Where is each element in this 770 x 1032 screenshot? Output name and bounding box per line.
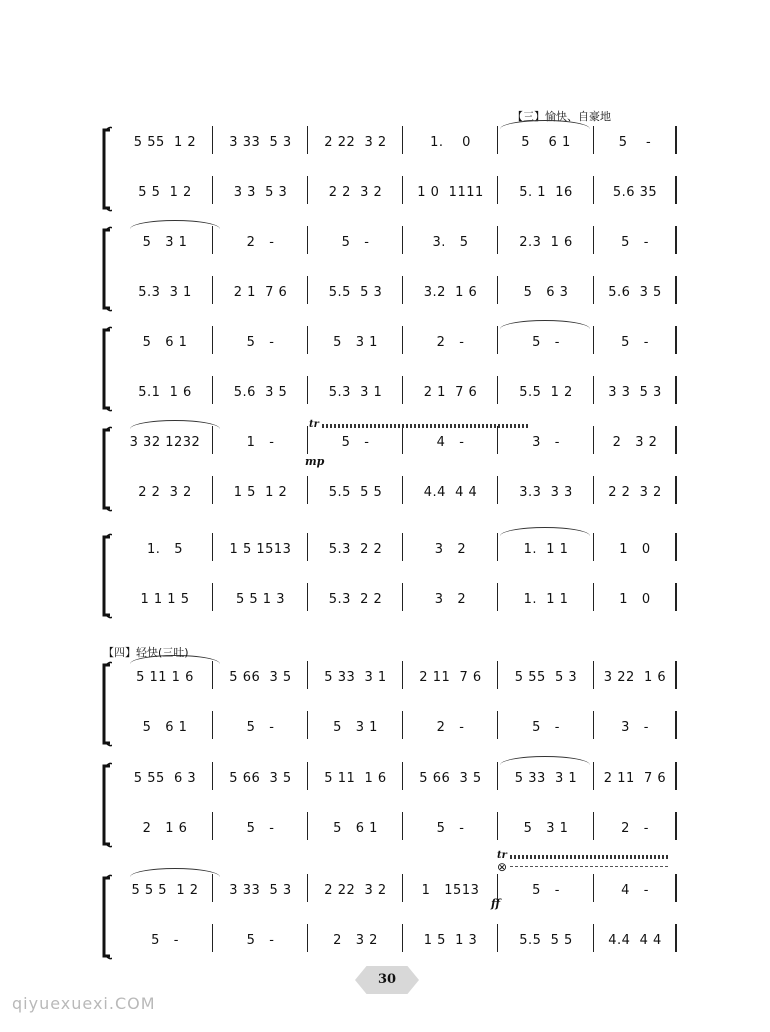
- measure: 5 -: [621, 234, 649, 250]
- barline: [593, 711, 594, 739]
- measure: 3 33 5 3: [229, 882, 292, 898]
- upper-staff-line: [116, 876, 675, 904]
- measure: 4 -: [621, 882, 649, 898]
- score-system: [100, 874, 675, 960]
- barline: [212, 126, 213, 154]
- trill-wave: [322, 424, 530, 428]
- measure: 2 2 3 2: [608, 484, 662, 500]
- barline: [307, 533, 308, 561]
- measure: 5 -: [341, 234, 370, 250]
- measure: 5 55 1 2: [133, 134, 197, 150]
- measure: 3.3 3 3: [519, 484, 573, 500]
- trill-mark: tr: [309, 419, 319, 430]
- barline: [593, 533, 594, 561]
- trill-mark-2: tr: [497, 850, 507, 861]
- measure: 3 -: [621, 719, 649, 735]
- barline: [497, 476, 498, 504]
- system-bracket: [100, 426, 112, 512]
- barline: [497, 176, 498, 204]
- barline: [307, 326, 308, 354]
- barline: [593, 812, 594, 840]
- barline: [212, 924, 213, 952]
- measure: 5 55 5 3: [514, 669, 578, 685]
- system-bracket: [100, 661, 112, 747]
- barline: [593, 226, 594, 254]
- barline: [402, 476, 403, 504]
- upper-staff-line: [116, 128, 675, 156]
- measure: 5 66 3 5: [229, 669, 292, 685]
- measure: 5 66 3 5: [229, 770, 292, 786]
- barline: [497, 326, 498, 354]
- barline: [212, 762, 213, 790]
- slur-mark: [500, 527, 590, 536]
- score-system: [100, 226, 675, 312]
- measure: 2 -: [246, 234, 275, 250]
- barline: [593, 376, 594, 404]
- slur-mark: [500, 756, 590, 765]
- measure: 2 2 3 2: [138, 484, 192, 500]
- trill-wave-2: [510, 855, 668, 859]
- barline: [307, 176, 308, 204]
- barline: [497, 276, 498, 304]
- slur-mark: [130, 868, 220, 877]
- measure: 5 -: [532, 719, 560, 735]
- barline: [307, 924, 308, 952]
- barline: [497, 226, 498, 254]
- barline: [593, 276, 594, 304]
- barline: [497, 426, 498, 454]
- slur-mark: [130, 420, 220, 429]
- upper-staff-line: [116, 228, 675, 256]
- barline: [212, 874, 213, 902]
- barline: [212, 533, 213, 561]
- measure: 2 11 7 6: [603, 770, 667, 786]
- barline: [212, 176, 213, 204]
- score-system: [100, 326, 675, 412]
- measure: 3.2 1 6: [423, 284, 478, 300]
- measure: 5.3 3 1: [328, 384, 383, 400]
- measure: 2 1 6: [142, 820, 188, 836]
- measure: 5.6 3 5: [233, 384, 288, 400]
- barline: [307, 711, 308, 739]
- barline: [497, 812, 498, 840]
- upper-staff-line: [116, 764, 675, 792]
- measure: 3 22 1 6: [603, 669, 667, 685]
- measure: 5 -: [532, 334, 560, 350]
- dotted-extension: [510, 866, 668, 867]
- measure: 5.5 1 2: [519, 384, 573, 400]
- measure: 5.5 5 5: [328, 484, 383, 500]
- measure: 5 6 3: [523, 284, 569, 300]
- measure: 3. 5: [432, 234, 469, 250]
- measure: 5.6 35: [612, 184, 658, 200]
- measure: 5 -: [246, 719, 275, 735]
- barline: [497, 924, 498, 952]
- barline: [675, 661, 677, 689]
- barline: [497, 762, 498, 790]
- barline: [675, 476, 677, 504]
- upper-staff-line: [116, 663, 675, 691]
- barline: [675, 376, 677, 404]
- measure: 5 3 1: [333, 334, 378, 350]
- barline: [402, 711, 403, 739]
- barline: [593, 924, 594, 952]
- dynamic-ff: ff: [491, 897, 501, 910]
- barline: [212, 326, 213, 354]
- measure: 1. 1 1: [523, 541, 569, 557]
- lower-staff-line: [116, 926, 675, 954]
- measure: 5 -: [618, 134, 652, 150]
- barline: [497, 533, 498, 561]
- barline: [593, 476, 594, 504]
- measure: 5 -: [341, 434, 370, 450]
- barline: [593, 326, 594, 354]
- measure: 1 5 1 3: [423, 932, 478, 948]
- cross-mark: ⊗: [497, 860, 508, 874]
- barline: [402, 426, 403, 454]
- system-bracket: [100, 533, 112, 619]
- measure: 5 5 1 3: [236, 591, 285, 607]
- measure: 1 0: [619, 591, 651, 607]
- lower-staff-line: [116, 378, 675, 406]
- score-system: [100, 762, 675, 848]
- system-bracket: [100, 326, 112, 412]
- barline: [402, 812, 403, 840]
- lower-staff-line: [116, 478, 675, 506]
- barline: [307, 126, 308, 154]
- measure: 5 -: [246, 820, 275, 836]
- barline: [212, 426, 213, 454]
- barline: [307, 812, 308, 840]
- system-bracket: [100, 762, 112, 848]
- score-system: [100, 533, 675, 619]
- measure: 5 5 1 2: [138, 184, 192, 200]
- lower-staff-line: [116, 713, 675, 741]
- measure: 5.3 2 2: [328, 541, 383, 557]
- barline: [307, 376, 308, 404]
- barline: [307, 276, 308, 304]
- measure: 2 -: [621, 820, 649, 836]
- barline: [593, 126, 594, 154]
- barline: [497, 583, 498, 611]
- barline: [307, 762, 308, 790]
- measure: 5.1 1 6: [138, 384, 192, 400]
- barline: [402, 226, 403, 254]
- barline: [402, 874, 403, 902]
- measure: 5.5 5 5: [519, 932, 573, 948]
- measure: 3 -: [532, 434, 560, 450]
- measure: 2 -: [436, 719, 465, 735]
- measure: 2 3 2: [333, 932, 378, 948]
- measure: 5 3 1: [523, 820, 569, 836]
- measure: 5 11 1 6: [324, 770, 387, 786]
- barline: [307, 874, 308, 902]
- barline: [307, 226, 308, 254]
- measure: 5 -: [436, 820, 465, 836]
- barline: [497, 711, 498, 739]
- barline: [593, 762, 594, 790]
- barline: [212, 226, 213, 254]
- measure: 5 -: [621, 334, 649, 350]
- lower-staff-line: [116, 814, 675, 842]
- measure: 5 3 1: [142, 234, 188, 250]
- system-bracket: [100, 226, 112, 312]
- measure: 1. 5: [146, 541, 184, 557]
- barline: [212, 376, 213, 404]
- barline: [212, 276, 213, 304]
- barline: [593, 176, 594, 204]
- system-bracket: [100, 126, 112, 212]
- barline: [593, 874, 594, 902]
- barline: [675, 326, 677, 354]
- barline: [675, 226, 677, 254]
- barline: [675, 762, 677, 790]
- measure: 5 -: [246, 932, 275, 948]
- lower-staff-line: [116, 585, 675, 613]
- barline: [675, 176, 677, 204]
- barline: [212, 711, 213, 739]
- measure: 1 0 1111: [417, 184, 484, 200]
- barline: [402, 376, 403, 404]
- score-system: [100, 661, 675, 747]
- system-bracket: [100, 874, 112, 960]
- barline: [675, 711, 677, 739]
- measure: 5.3 3 1: [138, 284, 192, 300]
- barline: [307, 476, 308, 504]
- measure: 3 3 5 3: [608, 384, 662, 400]
- barline: [675, 924, 677, 952]
- barline: [212, 476, 213, 504]
- measure: 3 2: [434, 591, 467, 607]
- measure: 2 -: [436, 334, 465, 350]
- section-four-label: 【四】轻快(三吐): [103, 646, 189, 659]
- watermark-text: qiyuexuexi.COM: [12, 994, 156, 1013]
- barline: [497, 126, 498, 154]
- measure: 4.4 4 4: [608, 932, 662, 948]
- measure: 2.3 1 6: [519, 234, 573, 250]
- barline: [307, 426, 308, 454]
- barline: [212, 661, 213, 689]
- measure: 2 3 2: [612, 434, 658, 450]
- lower-staff-line: [116, 278, 675, 306]
- barline: [675, 812, 677, 840]
- section-three-label: 【三】愉快、自豪地: [512, 110, 611, 123]
- barline: [402, 176, 403, 204]
- barline: [497, 376, 498, 404]
- barline: [675, 426, 677, 454]
- barline: [497, 661, 498, 689]
- barline: [212, 812, 213, 840]
- measure: 3 2: [434, 541, 467, 557]
- barline: [593, 661, 594, 689]
- measure: 5 66 3 5: [419, 770, 482, 786]
- measure: 5.6 3 5: [608, 284, 662, 300]
- measure: 1 1 1 5: [140, 591, 190, 607]
- measure: 1. 0: [430, 134, 471, 150]
- measure: 5 33 3 1: [514, 770, 578, 786]
- measure: 5 11 1 6: [136, 669, 194, 685]
- measure: 2 22 3 2: [324, 882, 387, 898]
- measure: 5.5 5 3: [328, 284, 383, 300]
- dynamic-mp: mp: [305, 455, 325, 468]
- measure: 1. 1 1: [523, 591, 569, 607]
- measure: 2 2 3 2: [328, 184, 383, 200]
- page-number: 30: [377, 972, 397, 987]
- measure: 1 1513: [421, 882, 480, 898]
- barline: [675, 874, 677, 902]
- upper-staff-line: [116, 328, 675, 356]
- barline: [307, 661, 308, 689]
- measure: 1 5 1513: [229, 541, 292, 557]
- barline: [675, 276, 677, 304]
- barline: [675, 533, 677, 561]
- barline: [593, 583, 594, 611]
- score-system: [100, 126, 675, 212]
- measure: 2 11 7 6: [419, 669, 482, 685]
- measure: 3 32 1232: [129, 434, 201, 450]
- measure: 5 -: [532, 882, 560, 898]
- barline: [212, 583, 213, 611]
- measure: 4 -: [436, 434, 465, 450]
- barline: [402, 326, 403, 354]
- measure: 5.3 2 2: [328, 591, 383, 607]
- measure: 3 3 5 3: [233, 184, 288, 200]
- measure: 5 6 1: [142, 719, 188, 735]
- measure: 5 5 5 1 2: [131, 882, 199, 898]
- barline: [402, 533, 403, 561]
- measure: 5 6 1: [521, 134, 571, 150]
- barline: [402, 126, 403, 154]
- measure: 4.4 4 4: [423, 484, 478, 500]
- measure: 5 33 3 1: [324, 669, 387, 685]
- barline: [593, 426, 594, 454]
- barline: [675, 126, 677, 154]
- measure: 1 5 1 2: [233, 484, 288, 500]
- barline: [402, 661, 403, 689]
- measure: 5 3 1: [333, 719, 378, 735]
- measure: 1 -: [246, 434, 275, 450]
- upper-staff-line: [116, 428, 675, 456]
- measure: 5 55 6 3: [133, 770, 197, 786]
- measure: 5 -: [151, 932, 179, 948]
- measure: 5 -: [246, 334, 275, 350]
- measure: 1 0: [619, 541, 651, 557]
- measure: 2 1 7 6: [233, 284, 288, 300]
- measure: 5 6 1: [142, 334, 188, 350]
- barline: [402, 276, 403, 304]
- measure: 5 6 1: [333, 820, 378, 836]
- score-system: [100, 426, 675, 512]
- measure: 2 1 7 6: [423, 384, 478, 400]
- barline: [307, 583, 308, 611]
- slur-mark: [500, 320, 590, 329]
- measure: 2 22 3 2: [324, 134, 387, 150]
- slur-mark: [130, 220, 220, 229]
- measure: 5. 1 16: [519, 184, 573, 200]
- measure: 3 33 5 3: [229, 134, 292, 150]
- upper-staff-line: [116, 535, 675, 563]
- lower-staff-line: [116, 178, 675, 206]
- barline: [402, 762, 403, 790]
- barline: [675, 583, 677, 611]
- barline: [402, 924, 403, 952]
- barline: [402, 583, 403, 611]
